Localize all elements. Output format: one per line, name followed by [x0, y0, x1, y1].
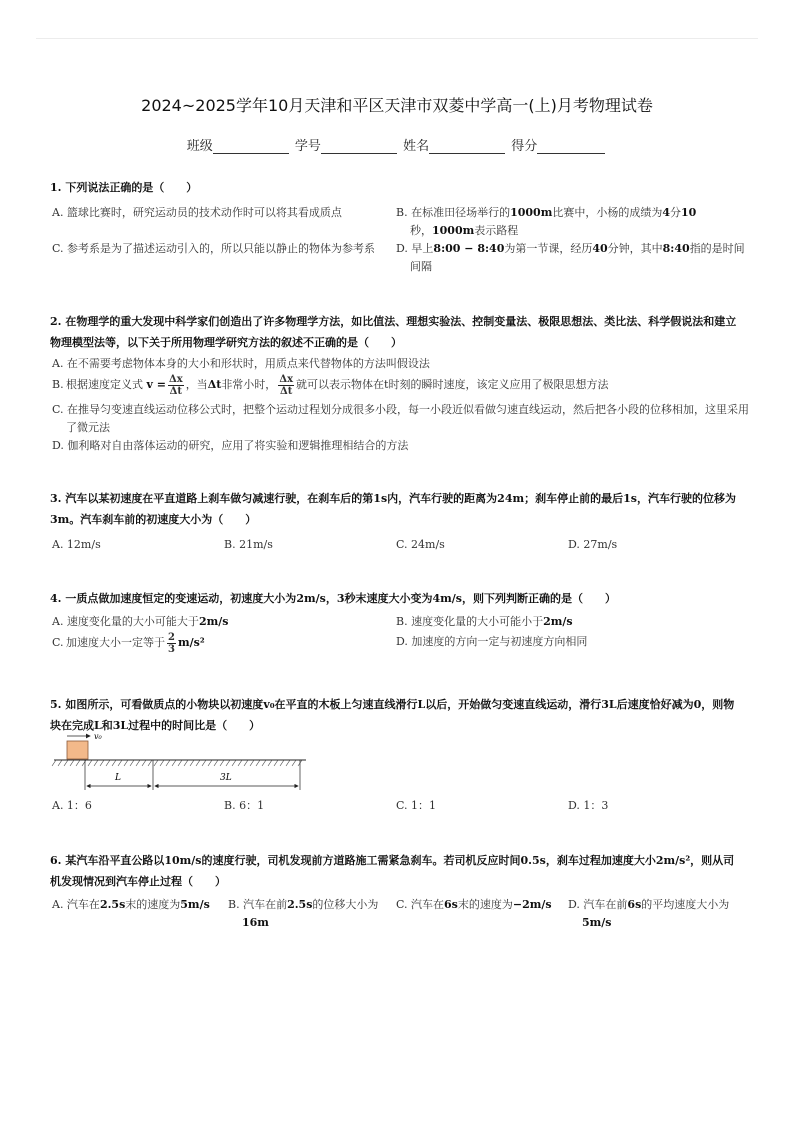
score-label: 得分	[511, 139, 538, 154]
name-blank[interactable]	[429, 139, 505, 154]
question-6-option-d[interactable]: D. 汽车在前6s的平均速度大小为 5m/s	[568, 898, 730, 929]
velocity-fraction: $\frac{\Delta x}{\Delta t}$	[168, 373, 183, 397]
question-5-option-d[interactable]: D. 1：3	[568, 799, 609, 812]
name-label: 姓名	[403, 139, 430, 154]
class-blank[interactable]	[213, 139, 289, 154]
acceleration-fraction: $\frac{2}{3}$	[168, 631, 175, 655]
question-1-option-b[interactable]: B. 在标准田径场举行的1000m比赛中，小杨的成绩为4分10 秒，1000m表示路程	[396, 206, 697, 237]
question-3-option-c[interactable]: C. 24m/s	[396, 538, 445, 551]
class-label: 班级	[186, 139, 213, 154]
question-5-option-b[interactable]: B. 6：1	[224, 799, 265, 812]
question-3-option-d[interactable]: D. 27m/s	[568, 538, 618, 551]
fig-v0-label: v₀	[94, 732, 102, 741]
question-5-option-c[interactable]: C. 1：1	[396, 799, 437, 812]
fig-L-label: L	[115, 773, 121, 783]
fig-3L-label: 3L	[220, 773, 232, 783]
question-6-option-c[interactable]: C. 汽车在6s末的速度为−2m/s	[396, 898, 552, 911]
question-1-option-a[interactable]: A. 篮球比赛时，研究运动员的技术动作时可以将其看成质点	[52, 206, 342, 219]
question-3-option-b[interactable]: B. 21m/s	[224, 538, 273, 551]
question-5-stem: 5. 如图所示，可看做质点的小物块以初速度v₀在平直的木板上匀速直线滑行L以后，开始做匀变速直线运动，滑行3L后速度恰好减为0，则物块在完成L和3L过程中的时间比是（ ）	[50, 698, 735, 732]
question-3-option-a[interactable]: A. 12m/s	[52, 538, 101, 551]
question-2-option-c[interactable]: C. 在推导匀变速直线运动位移公式时，把整个运动过程划分成很多小段，每一小段近似看做匀速直线运动，然后把各小段的位移相加，这里采用了微元法	[52, 403, 750, 434]
question-4-option-b[interactable]: B. 速度变化量的大小可能小于2m/s	[396, 615, 573, 628]
top-divider	[36, 38, 758, 39]
question-5-option-a[interactable]: A. 1：6	[52, 799, 92, 812]
question-2-option-d[interactable]: D. 伽利略对自由落体运动的研究，应用了将实验和逻辑推理相结合的方法	[52, 439, 409, 452]
student-info-row	[0, 135, 794, 154]
question-1-stem: 1. 下列说法正确的是（ ）	[50, 181, 198, 194]
question-4-option-c[interactable]: C. 加速度大小一定等于 $\frac{2}{3}$ m/s²	[52, 631, 205, 655]
question-4-option-d[interactable]: D. 加速度的方向一定与初速度方向相同	[396, 635, 588, 648]
number-blank[interactable]	[321, 139, 397, 154]
question-4-option-a[interactable]: A. 速度变化量的大小可能大于2m/s	[52, 615, 229, 628]
question-6-option-b[interactable]: B. 汽车在前2.5s的位移大小为 16m	[228, 898, 379, 929]
question-1-option-d[interactable]: D. 早上8:00 − 8:40为第一节课，经历40分钟，其中8:40指的是时间间隔	[396, 242, 745, 273]
question-1-option-c[interactable]: C. 参考系是为了描述运动引入的，所以只能以静止的物体为参考系	[52, 242, 376, 255]
question-2-stem: 2. 在物理学的重大发现中科学家们创造出了许多物理学方法，如比值法、理想实验法、控制变量法、极限思想法、类比法、科学假说法和建立物理模型法等，以下关于所用物理学研究方法的叙述不正确的是（ ）	[50, 315, 737, 349]
question-6-option-a[interactable]: A. 汽车在2.5s末的速度为5m/s	[52, 898, 210, 911]
block-icon	[67, 741, 88, 759]
question-2-option-b[interactable]: B. 根据速度定义式 v = $\frac{\Delta x}{\Delta t}$ ，当Δt非常小时， $\frac{\Delta x}{\Delta t}$ 就可以表示物体在t时刻的瞬时速度，该定义应用了极限思想方法	[52, 373, 609, 397]
block-on-board-figure	[50, 730, 310, 792]
page-title: 2024~2025学年10月天津和平区天津市双菱中学高一(上)月考物理试卷	[141, 96, 653, 115]
question-2-option-a[interactable]: A. 在不需要考虑物体本身的大小和形状时，用质点来代替物体的方法叫假设法	[52, 357, 430, 370]
question-6-stem: 6. 某汽车沿平直公路以10m/s的速度行驶，司机发现前方道路施工需紧急刹车。若司机反应时间0.5s，刹车过程加速度大小2m/s²，则从司机发现情况到汽车停止过程（ ）	[50, 854, 735, 888]
delta-fraction: $\frac{\Delta x}{\Delta t}$	[279, 373, 294, 397]
board-hatching	[52, 760, 302, 766]
number-label: 学号	[294, 139, 321, 154]
score-blank[interactable]	[537, 139, 605, 154]
question-4-stem: 4. 一质点做加速度恒定的变速运动，初速度大小为2m/s，3秒末速度大小变为4m/s，则下列判断正确的是（ ）	[50, 592, 616, 605]
question-3-stem: 3. 汽车以某初速度在平直道路上刹车做匀减速行驶，在刹车后的第1s内，汽车行驶的距离为24m；刹车停止前的最后1s，汽车行驶的位移为3m。汽车刹车前的初速度大小为（ ）	[50, 492, 736, 526]
